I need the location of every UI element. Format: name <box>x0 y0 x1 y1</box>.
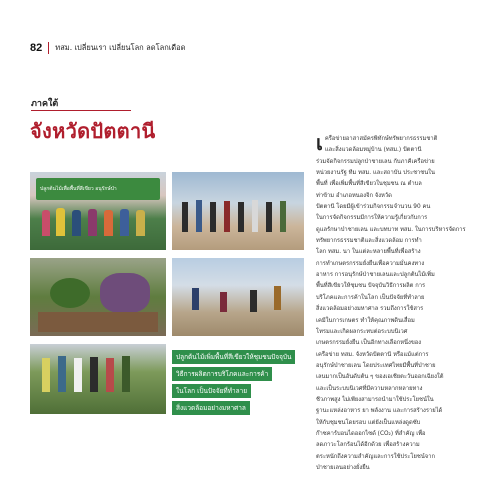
page-header <box>30 40 186 56</box>
page-number: 82 <box>30 42 43 54</box>
body-line: ลดภาวะโลกร้อนได้อีกด้วย เพื่อสร้างความ <box>316 442 420 449</box>
body-line: พื้นที่ เพื่อเพิ่มพื้นที่สีเขียวในชุมชน ณ ตำบล <box>316 181 422 188</box>
body-line: ตระหนักถึงความสำคัญและการใช้ประโยชน์จาก <box>316 453 435 460</box>
body-line: ให้กับชุมชนโดยรอบ แต่ยังเป็นแหล่งดูดซับ <box>316 419 421 426</box>
body-line: เลนมากเป็นอันดับต้น ๆ ของเอเชียตะวันออกเฉียงใต้ <box>316 374 444 381</box>
publication-title: ทสม. เปลี่ยนเรา เปลี่ยนโลก ลดโลกเดือด <box>55 43 186 52</box>
body-line: โทรมและเกิดผลกระทบต่อระบบนิเวศ <box>316 328 408 335</box>
body-line: ก๊าซคาร์บอนไดออกไซด์ (CO₂) ที่สำคัญ เพื่อ <box>316 430 426 437</box>
page-title: จังหวัดปัตตานี <box>30 119 156 143</box>
body-line: ในการจัดกิจกรรมมีการให้ความรู้เกี่ยวกับการ <box>316 215 428 222</box>
photo-garden-group <box>30 344 166 414</box>
body-line: ท่าข้าม อำเภอหนองจิก จังหวัด <box>316 192 392 199</box>
body-line: ป่าชายเลนอย่างยั่งยืน <box>316 464 370 471</box>
body-line: ดูแลรักษาป่าชายเลน และบทบาท ทสม. ในการบริหารจัดการ <box>316 226 466 233</box>
body-line: ชีวภาพสูง ไม่เพียงสามารถนำมาใช้ประโยชน์ใน <box>316 396 434 403</box>
caption-line: สิ่งแวดล้อมอย่างมหาศาล <box>172 401 250 415</box>
body-line: หน่วยงานรัฐ ทีม ทสม. และสถาบัน ประชาชนใน <box>316 170 435 177</box>
photo-planting-seedlings <box>30 258 166 336</box>
header-divider <box>48 42 49 54</box>
body-line: เครือข่าย ทสม. จังหวัดปัตตานี หรือแม้แต่การ <box>316 351 429 358</box>
body-line: บริโภคและการค้าในโลก เป็นปัจจัยที่ทำลาย <box>316 294 425 301</box>
body-line: การทำเกษตรกรรมยั่งยืนเพื่อความมั่นคงทาง <box>316 260 425 267</box>
body-line: ฐานะแหล่งอาหาร ยา พลังงาน และการสร้างรายได้ <box>316 408 443 415</box>
body-line: ทรัพยากรธรรมชาติและสิ่งแวดล้อม การทำ <box>316 238 422 245</box>
caption-line: ปลูกต้นไม้เพิ่มพื้นที่สีเขียวให้ชุมชนปัจจุบัน <box>172 350 295 364</box>
section-divider <box>31 110 131 111</box>
caption-line: ในโลก เป็นปัจจัยที่ทำลาย <box>172 384 251 398</box>
body-line: และสิ่งแวดล้อมหมู่บ้าน (ทสม.) ปัตตานี <box>324 147 422 154</box>
photo-beach-planting <box>172 258 304 336</box>
banner-text: ปลูกต้นไม้เพื่อพื้นที่สีเขียว อนุรักษ์ป่า <box>40 186 117 192</box>
article-body <box>316 131 466 474</box>
body-line: อาหาร การอนุรักษ์ป่าชายเลนและปลูกต้นไม้เพิ่ม <box>316 272 435 279</box>
body-line: เคมีในการเกษตร ทำให้คุณภาพดินเสื่อม <box>316 317 415 324</box>
photo-planting-group <box>172 172 304 250</box>
body-line: อนุรักษ์ป่าชายเลน โดยประเทศไทยมีพื้นที่ป่าชาย <box>316 362 436 369</box>
body-line: เกษตรกรรมยั่งยืน เป็นอีกทางเลือกหนึ่งของ <box>316 340 422 347</box>
region-label: ภาคใต้ <box>31 99 59 109</box>
caption-line: วิธีการผลิตการบริโภคและการค้า <box>172 367 272 381</box>
photo-caption <box>172 350 306 418</box>
body-line: โลก ทสม. นา ในแต่ละหลายพื้นที่เพื่อสร้าง <box>316 249 421 256</box>
body-line: ร่วมจัดกิจกรรมปลูกป่าชายเลน กับภาคีเครือข่าย <box>316 158 435 165</box>
photo-group-banner <box>30 172 166 250</box>
body-line: ครือข่ายอาสาสมัครพิทักษ์ทรัพยากรธรรมชาติ <box>324 136 438 142</box>
body-line: สิ่งแวดล้อมอย่างมหาศาล รวมถึงการใช้สาร <box>316 306 424 313</box>
body-line: และเป็นระบบนิเวศที่มีความหลากหลายทาง <box>316 385 423 392</box>
drop-cap: เ <box>316 131 323 155</box>
body-line: ปัตตานี โดยมีผู้เข้าร่วมกิจกรรมจำนวน 90 คน <box>316 204 431 211</box>
body-line: พื้นที่สีเขียวให้ชุมชน ปัจจุบันวิธีการผลิต การ <box>316 283 426 290</box>
event-banner <box>36 178 160 200</box>
